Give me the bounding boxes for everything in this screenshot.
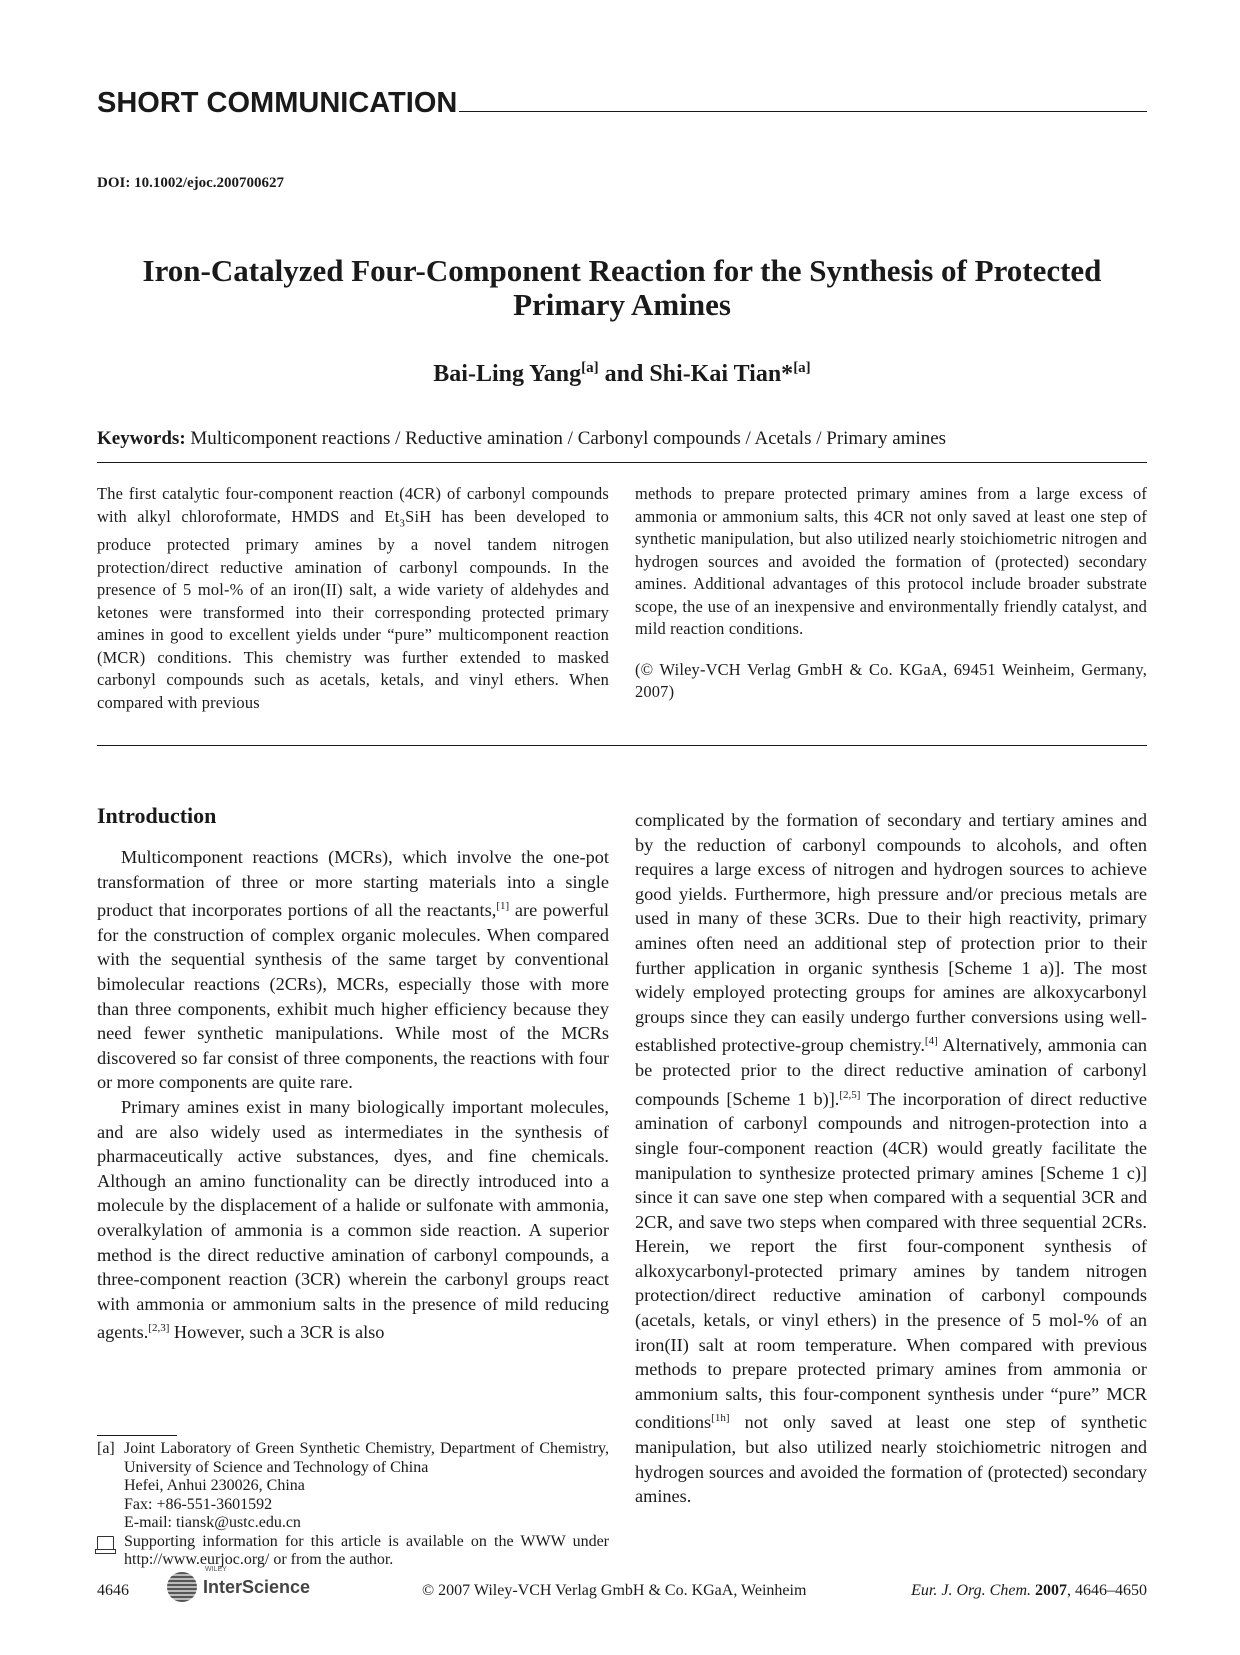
citation-ref[interactable]: [2,5]	[839, 1088, 861, 1101]
page-number: 4646	[97, 1582, 129, 1599]
article-title: Iron-Catalyzed Four-Component Reaction for the Synthesis of Protected Primary Amines	[142, 253, 1102, 322]
footer-copyright: © 2007 Wiley-VCH Verlag GmbH & Co. KGaA, Weinheim	[422, 1582, 807, 1599]
body-paragraph: Primary amines exist in many biologically important molecules, and are also widely used as intermediates in the synthesis of pharmaceutically active substances, dyes, and fine chemicals. Although an amino functionality can be directly introduced into a molecule by the displacement of a halide or sulfonate with ammonia, overalkylation of ammonia is a common side reaction. A superior method is the direct reductive amination of carbonyl compounds, a three-component reaction (3CR) wherein the carbonyl groups react with ammonia or ammonium salts in the presence of mild reducing agents.[2,3] However, such a 3CR is also	[97, 1097, 609, 1343]
abstract-paragraph: methods to prepare protected primary amines from a large excess of ammonia or ammonium salts, this 4CR not only saved at least one step of synthetic manipulation, but also utilized nearly stoichiometric nitrogen and hydrogen sources and avoided the formation of (protected) secondary amines. Additional advantages of this protocol include broader substrate scope, the use of an inexpensive and environmentally friendly catalyst, and mild reaction conditions.	[635, 484, 1147, 638]
author-name: Shi-Kai Tian*	[649, 361, 794, 387]
affiliation-text: Joint Laboratory of Green Synthetic Chemistry, Department of Chemistry, University of Science and Technology of China	[124, 1440, 609, 1476]
affiliation-ref[interactable]: [a]	[793, 360, 811, 376]
computer-icon	[97, 1536, 114, 1550]
header-rule	[459, 111, 1147, 112]
keywords	[97, 428, 1147, 450]
interscience-logo[interactable]	[167, 1568, 337, 1606]
doi[interactable]: DOI: 10.1002/ejoc.200700627	[97, 175, 285, 191]
supporting-info-footnote	[97, 1533, 609, 1570]
email-address[interactable]: E-mail: tiansk@ustc.edu.cn	[124, 1514, 301, 1531]
abstract-column-left	[97, 483, 609, 732]
abstract-bottom-rule	[97, 745, 1147, 746]
section-heading: Introduction	[97, 803, 217, 828]
logo-text: InterScience	[203, 1576, 311, 1597]
keywords-label: Keywords:	[97, 428, 186, 449]
authors	[97, 360, 1147, 388]
body-paragraph: Multicomponent reactions (MCRs), which involve the one-pot transformation of three or more starting materials into a single product that incorporates portions of all the reactants,[1] are powerful for the construction of complex organic molecules. When compared with the sequential synthesis of the same target by conventional bimolecular reactions (2CRs), MCRs, especially those with more than three components, exhibit much higher efficiency because they need fewer synthetic manipulations. While most of the MCRs discovered so far consist of three components, the reactions with four or more components are quite rare.	[97, 847, 609, 1093]
abstract-column-right	[635, 483, 1147, 722]
author-name: Bai-Ling Yang	[433, 361, 582, 387]
body-column-left	[97, 845, 609, 1345]
abstract-copyright: (© Wiley-VCH Verlag GmbH & Co. KGaA, 69451 Weinheim, Germany, 2007)	[635, 659, 1147, 701]
section-label: SHORT COMMUNICATION	[97, 87, 458, 119]
logo-small-text: WILEY	[205, 1566, 227, 1573]
footnote-rule	[97, 1435, 177, 1436]
journal-citation: Eur. J. Org. Chem. 2007, 4646–4650	[911, 1582, 1147, 1599]
affiliation-ref[interactable]: [a]	[581, 360, 599, 376]
author-conjunction: and	[598, 361, 650, 387]
affiliation-address: Hefei, Anhui 230026, China	[124, 1477, 305, 1494]
body-column-right	[635, 808, 1147, 1509]
supporting-info-text[interactable]: Supporting information for this article is available on the WWW under http://www.eurjoc.org/ or from the author.	[124, 1532, 609, 1568]
fax-number: Fax: +86-551-3601592	[124, 1495, 273, 1513]
page-footer	[97, 1566, 1147, 1608]
body-paragraph: complicated by the formation of secondary and tertiary amines and by the reduction of carbonyl compounds to alcohols, and often requires a large excess of nitrogen and hydrogen sources to achieve good yields. Furthermore, high pressure and/or precious metals are used in many of these 3CRs. Due to their high reactivity, primary amines often need an additional step of protection prior to their further application in organic synthesis [Scheme 1 a)]. The most widely employed protecting groups for amines are alkoxycarbonyl groups since they can easily undergo further conversions using well-established protective-group chemistry.[4] Alternatively, ammonia can be protected prior to the direct reductive amination of carbonyl compounds [Scheme 1 b)].[2,5] The incorporation of direct reductive amination of carbonyl compounds and nitrogen-protection into a single four-component reaction (4CR) would greatly facilitate the manipulation to synthesize protected primary amines [Scheme 1 c)] since it can save one step when compared with a sequential 3CR and 2CR, and save two steps when compared with three sequential 2CRs. Herein, we report the first four-component synthesis of alkoxycarbonyl-protected primary amines by tandem nitrogen protection/direct reductive amination of carbonyl compounds (acetals, ketals, or vinyl ethers) in the presence of 5 mol-% of an iron(II) salt at room temperature. When compared with previous methods to prepare protected primary amines from ammonia or ammonium salts, this four-component synthesis under “pure” MCR conditions[1h] not only saved at least one step of synthetic manipulation, but also utilized nearly stoichiometric nitrogen and hydrogen sources and avoided the formation of (protected) secondary amines.	[635, 810, 1148, 1507]
footnotes	[97, 1440, 609, 1570]
citation-ref[interactable]: [1h]	[711, 1412, 730, 1425]
abstract-paragraph: The first catalytic four-component reaction (4CR) of carbonyl compounds with alkyl chloroformate, HMDS and $Et_3SiH$ has been developed to produce protected primary amines by a novel tandem nitrogen protection/direct reductive amination of carbonyl compounds. In the presence of 5 mol-% of an iron(II) salt, a wide variety of aldehydes and ketones were transformed into their corresponding protected primary amines in good to excellent yields under “pure” multicomponent reaction (MCR) conditions. This chemistry was further extended to masked carbonyl compounds such as acetals, ketals, and vinyl ethers. When compared with previous	[97, 484, 609, 712]
section-header	[97, 78, 1147, 118]
affiliation-footnote	[97, 1440, 609, 1533]
abstract-top-rule	[97, 462, 1147, 463]
citation-ref[interactable]: [2,3]	[148, 1322, 170, 1335]
citation-ref[interactable]: [1]	[496, 900, 510, 913]
globe-icon	[167, 1572, 197, 1602]
citation-ref[interactable]: [4]	[924, 1035, 938, 1048]
footnote-marker: [a]	[97, 1440, 115, 1457]
keywords-text: Multicomponent reactions / Reductive amination / Carbonyl compounds / Acetals / Primary amines	[185, 428, 947, 449]
